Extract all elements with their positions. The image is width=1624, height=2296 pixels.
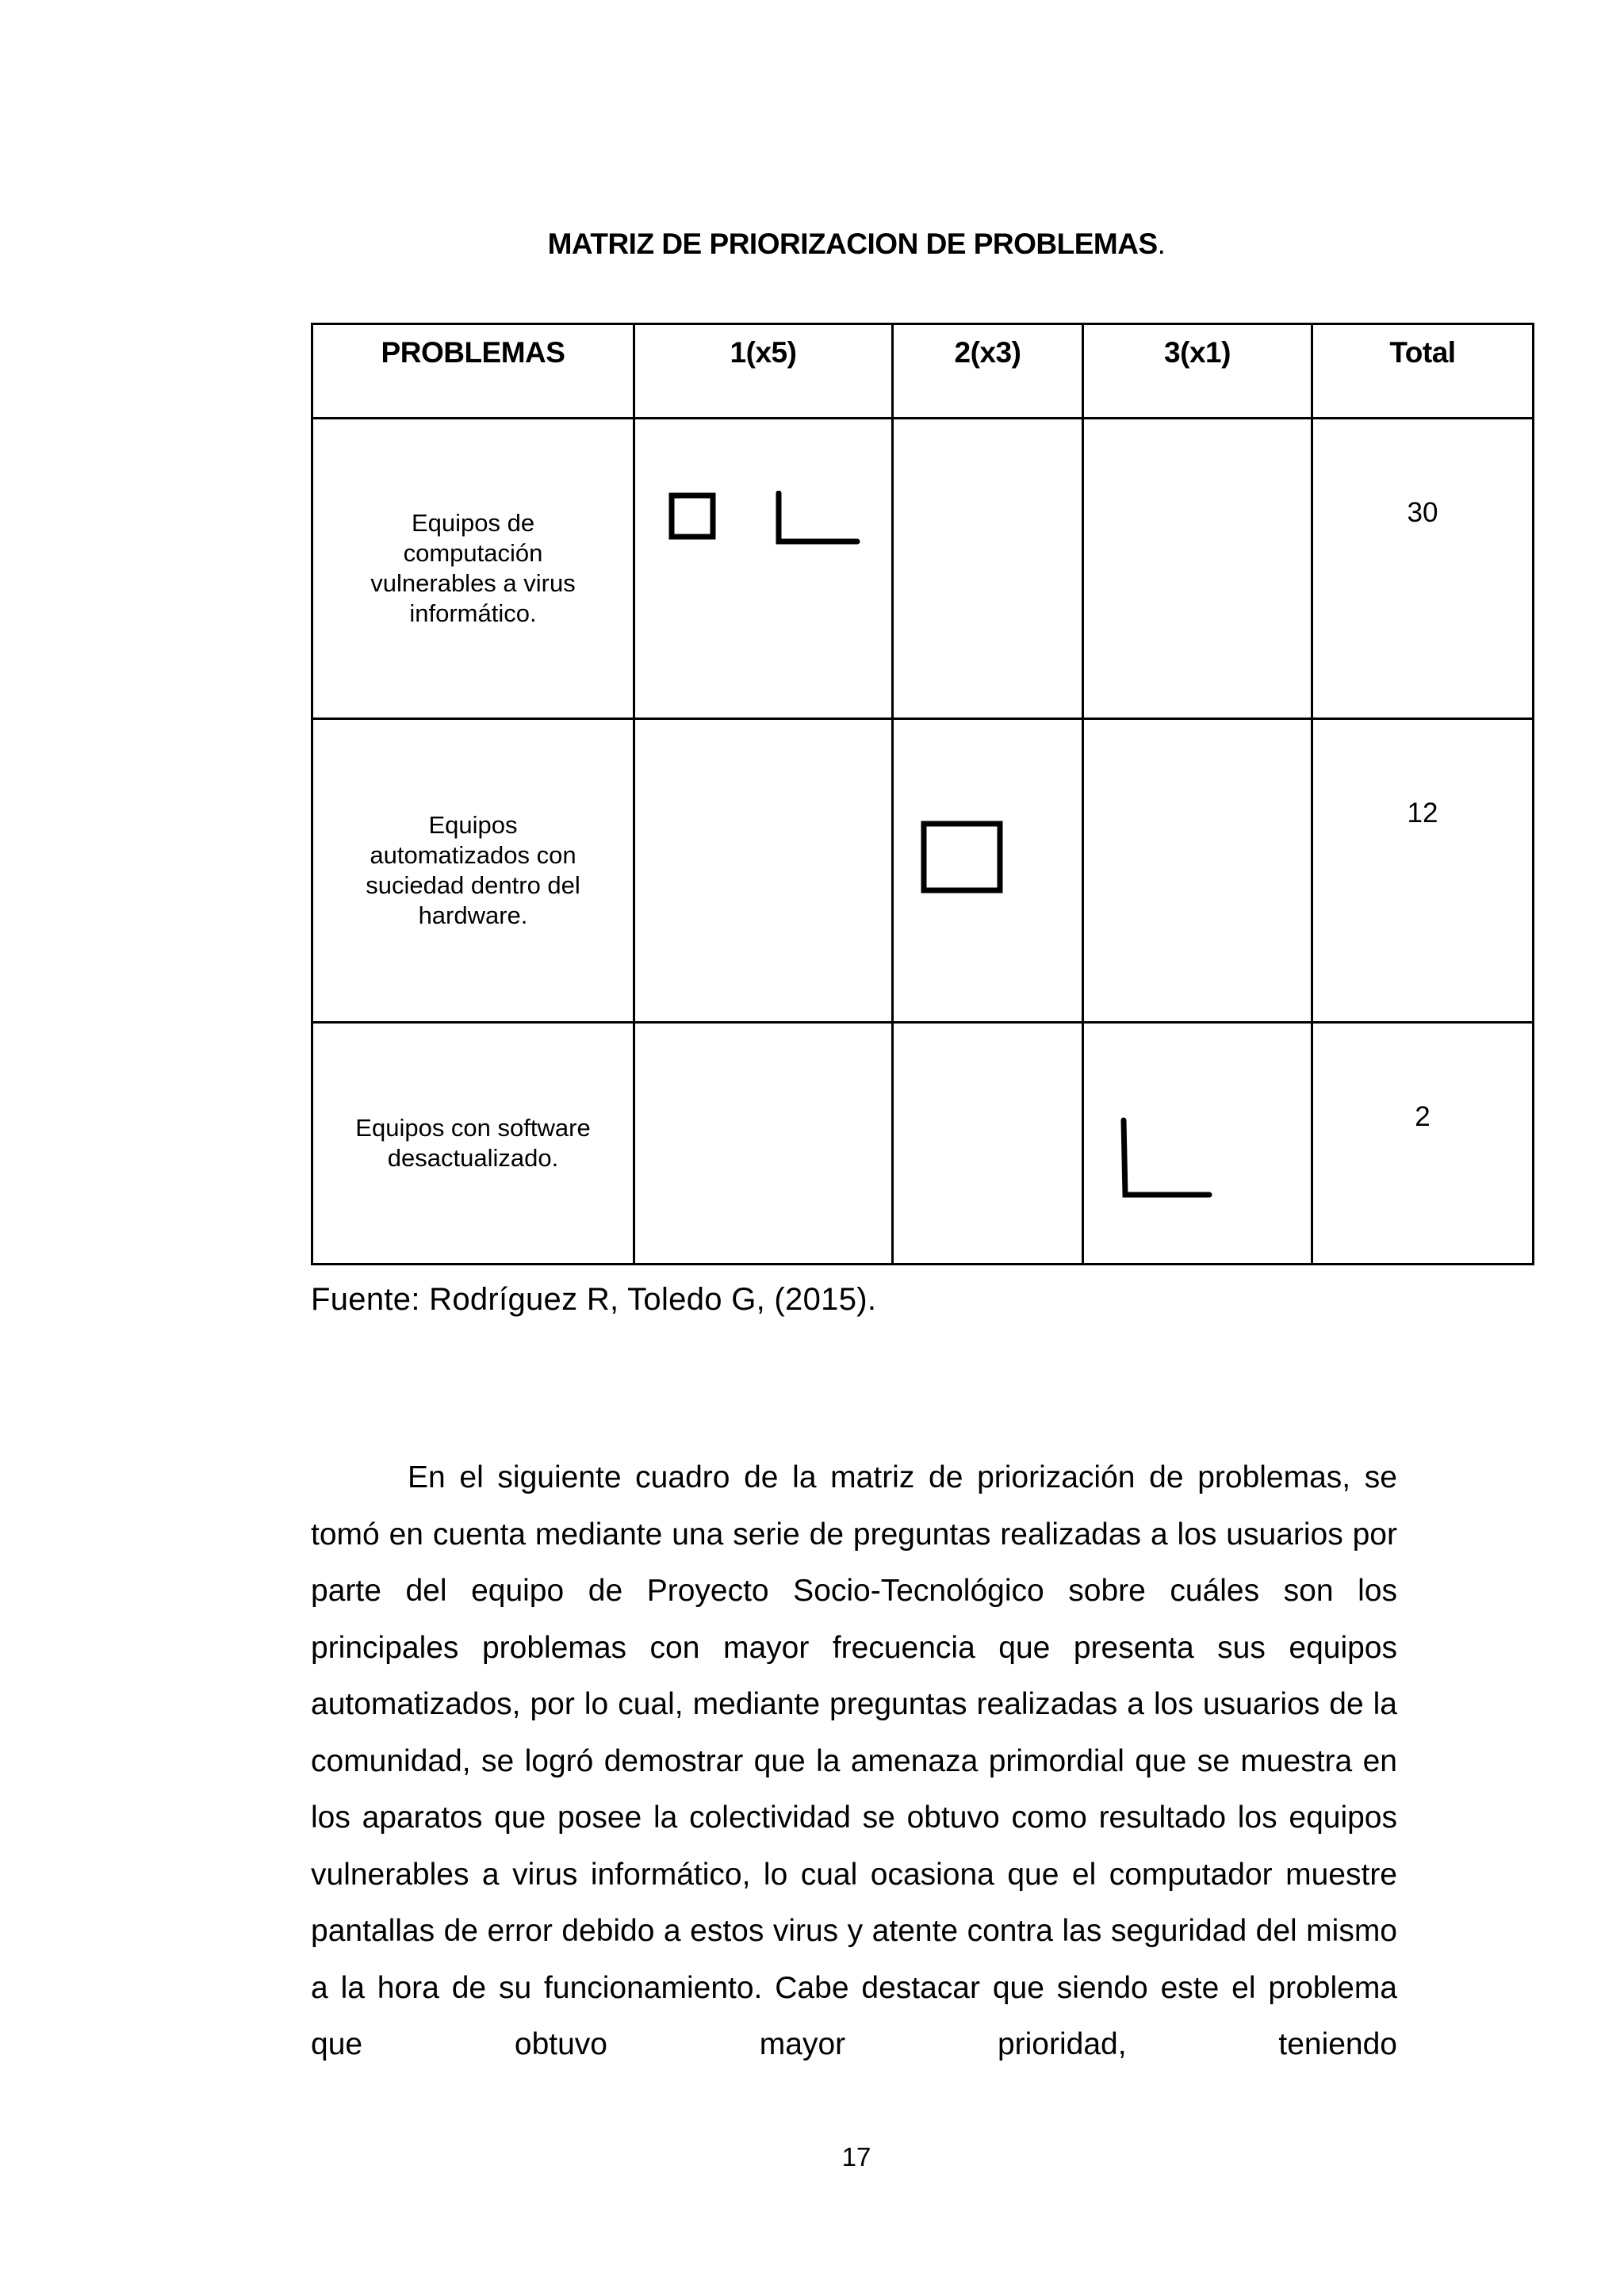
table-row bbox=[312, 1023, 1534, 1265]
score-cell-1 bbox=[634, 1023, 893, 1265]
problem-cell bbox=[312, 719, 634, 1023]
tally-corner-mark bbox=[775, 491, 862, 546]
body-paragraph: En el siguiente cuadro de la matriz de priorización de problemas, se tomó en cuenta mediante una serie de preguntas realizadas a los usuarios por parte del equipo de Proyecto Socio-Tecnológico sobre cuáles son los principales problemas con mayor frecuencia que presenta sus equipos automatizados, por lo cual, mediante preguntas realizadas a los usuarios de la comunidad, se logró demostrar que la amenaza primordial que se muestra en los aparatos que posee la colectividad se obtuvo como resultado los equipos vulnerables a virus informático, lo cual ocasiona que el computador muestre pantallas de error debido a estos virus y atente contra las seguridad del mismo a la hora de su funcionamiento. Cabe destacar que siendo este el problema que obtuvo mayor prioridad, teniendo bbox=[311, 1460, 1397, 2061]
total-cell bbox=[1312, 719, 1534, 1023]
problem-cell bbox=[312, 1023, 634, 1265]
score-cell-2 bbox=[893, 1023, 1083, 1265]
problem-text: Equipos con software desactualizado. bbox=[355, 1114, 591, 1172]
header-col-2: 2(x3) bbox=[893, 324, 1083, 419]
problem-cell bbox=[312, 419, 634, 719]
score-cell-1 bbox=[634, 419, 893, 719]
header-col-3: 3(x1) bbox=[1083, 324, 1312, 419]
page-title bbox=[0, 228, 1624, 261]
total-value: 30 bbox=[1407, 497, 1438, 528]
score-cell-1 bbox=[634, 719, 893, 1023]
prioritization-matrix-table bbox=[311, 323, 1534, 1265]
total-value: 12 bbox=[1407, 798, 1438, 828]
table-row bbox=[312, 419, 1534, 719]
problem-text: Equipos automatizados con suciedad dentro del hardware. bbox=[366, 811, 580, 929]
score-cell-3 bbox=[1083, 719, 1312, 1023]
header-col-1: 1(x5) bbox=[634, 324, 893, 419]
score-cell-3 bbox=[1083, 419, 1312, 719]
table-row bbox=[312, 719, 1534, 1023]
score-cell-3 bbox=[1083, 1023, 1312, 1265]
header-total: Total bbox=[1312, 324, 1534, 419]
page-title-text: MATRIZ DE PRIORIZACION DE PROBLEMAS bbox=[547, 228, 1158, 260]
score-cell-2 bbox=[893, 419, 1083, 719]
problem-text: Equipos de computación vulnerables a virus informático. bbox=[370, 509, 576, 627]
total-cell bbox=[1312, 1023, 1534, 1265]
total-value: 2 bbox=[1415, 1101, 1431, 1132]
score-cell-2 bbox=[893, 719, 1083, 1023]
tally-corner-mark bbox=[1119, 1117, 1214, 1200]
page-number: 17 bbox=[841, 2142, 871, 2172]
total-cell bbox=[1312, 419, 1534, 719]
tally-square-mark bbox=[668, 492, 718, 541]
tally-square-mark bbox=[921, 821, 1005, 895]
table-header-row bbox=[312, 324, 1534, 419]
page-title-dot: . bbox=[1157, 228, 1166, 260]
header-problemas: PROBLEMAS bbox=[312, 324, 634, 419]
source-citation: Fuente: Rodríguez R, Toledo G, (2015). bbox=[311, 1282, 877, 1317]
